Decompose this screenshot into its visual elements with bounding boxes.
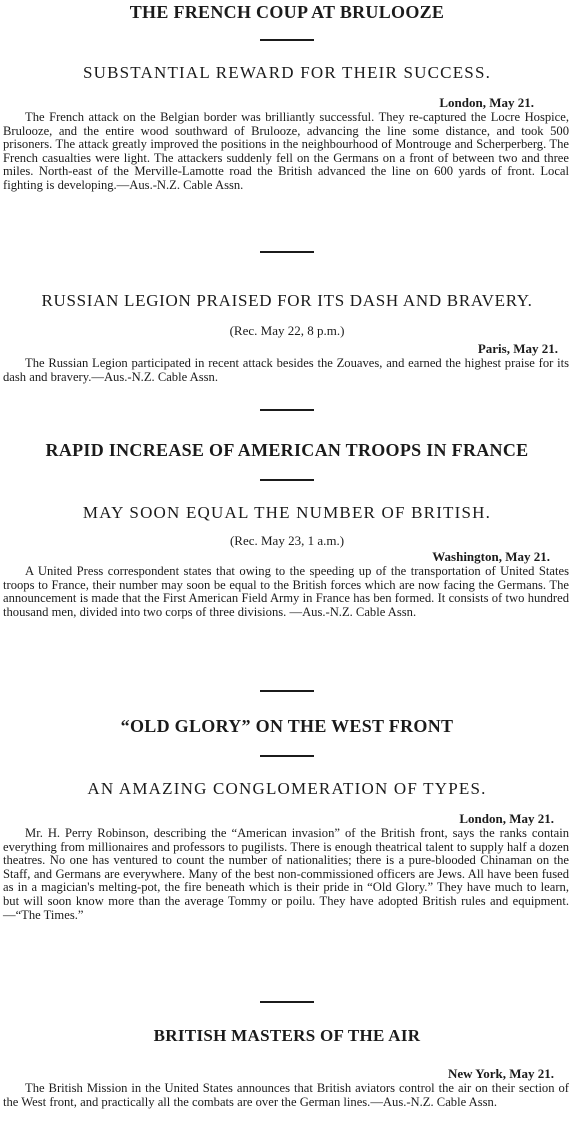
article-body: The French attack on the Belgian border was brilliantly successful. They re-captured the Locre Hospice, Brulooze, and the entire wood southward of Brulooze, advancing the line some distance, and took 500 prisoners. The attack greatly improved the positions in the neighbourhood of Montrouge and Scherperberg. The French casualties were light. The attackers suddenly fell on the Germans on a front of between two and three miles. North-east of the Merville-Lamotte road the British advanced the line on 600 yards of front. Local fighting is developing.—Aus.-N.Z. Cable Assn. [3, 110, 569, 192]
article-old-glory [0, 716, 574, 922]
divider-rule [260, 755, 314, 757]
headline: BRITISH MASTERS OF THE AIR [153, 1026, 421, 1045]
article-body: The British Mission in the United States announces that British aviators control the air on their section of the West front, and practically all the combats are over the German lines.—Aus.-N.Z. Cable Assn. [3, 1081, 569, 1109]
headline: RUSSIAN LEGION PRAISED FOR ITS DASH AND BRAVERY. [41, 291, 533, 310]
headline: “OLD GLORY” ON THE WEST FRONT [120, 716, 454, 736]
article-body: The Russian Legion participated in recent attack besides the Zouaves, and earned the highest praise for its dash and bravery.—Aus.-N.Z. Cable Assn. [3, 356, 569, 384]
subheadline: MAY SOON EQUAL THE NUMBER OF BRITISH. [82, 503, 492, 522]
section-divider [260, 251, 314, 253]
article-body: Mr. H. Perry Robinson, describing the “American invasion” of the British front, says the ranks contain everything from millionaires and professors to pugilists. There is enough theatrical talent to supply half a dozen theatres. No one has ventured to count the number of nationalities; there is a pure-blooded Chinaman on the Staff, and Germans are everywhere. Many of the best non-commissioned officers are Jews. All have been fused as in a magician's melting-pot, the fire beneath which is their pride in “Old Glory.” They have much to learn, but will soon know more than the average Tommy or poilu. They have adopted British rules and equipment.—“The Times.” [3, 826, 569, 922]
section-divider [260, 409, 314, 411]
article-body: A United Press correspondent states that owing to the speeding up of the transportation of United States troops to France, their number may soon be equal to the British forces which are now facing the Germans. The announcement is made that the First American Field Army in France has ben formed. It consists of two hundred thousand men, divided into two corps of three divisions. —Aus.-N.Z. Cable Assn. [3, 564, 569, 619]
headline: THE FRENCH COUP AT BRULOOZE [129, 2, 445, 22]
received-time: (Rec. May 23, 1 a.m.) [229, 533, 345, 548]
received-time: (Rec. May 22, 8 p.m.) [229, 323, 345, 338]
divider-rule [260, 39, 314, 41]
section-divider [260, 1001, 314, 1003]
dateline: London, May 21. [459, 811, 554, 826]
subheadline: AN AMAZING CONGLOMERATION OF TYPES. [87, 779, 487, 798]
article-russian-legion [0, 291, 574, 384]
dateline: Washington, May 21. [432, 549, 550, 564]
subheadline: SUBSTANTIAL REWARD FOR THEIR SUCCESS. [82, 63, 492, 82]
dateline: Paris, May 21. [477, 341, 558, 356]
article-british-air [0, 1026, 574, 1109]
dateline: London, May 21. [439, 95, 534, 110]
divider-rule [260, 479, 314, 481]
section-divider [260, 690, 314, 692]
article-american-troops [0, 440, 574, 619]
dateline: New York, May 21. [447, 1066, 554, 1081]
headline: RAPID INCREASE OF AMERICAN TROOPS IN FRANCE [45, 440, 529, 460]
article-french-coup [0, 2, 574, 193]
